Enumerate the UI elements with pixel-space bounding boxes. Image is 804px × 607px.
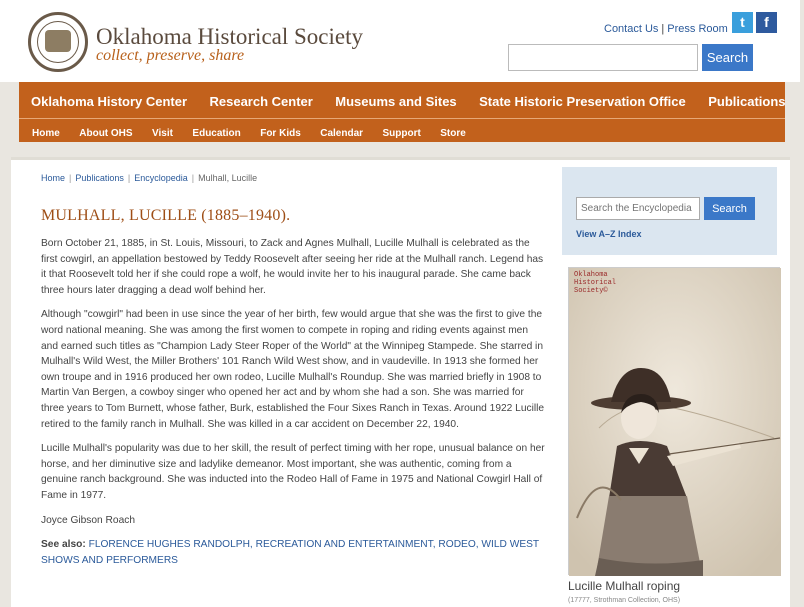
breadcrumb xyxy=(41,173,257,183)
encyclopedia-search-button[interactable]: Search xyxy=(704,197,755,220)
see-also-links[interactable]: FLORENCE HUGHES RANDOLPH, RECREATION AND ENTERTAINMENT, RODEO, WILD WEST SHOWS AND PERFORMERS xyxy=(41,539,539,566)
nav-home[interactable]: Home xyxy=(32,128,60,139)
site-search-input[interactable] xyxy=(508,44,698,71)
photo-credit: (17777, Strothman Collection, OHS) xyxy=(568,597,681,604)
seal-emblem xyxy=(45,30,71,52)
site-title[interactable]: Oklahoma Historical Society xyxy=(96,24,363,49)
site-search-button[interactable]: Search xyxy=(702,44,753,71)
encyclopedia-search-box xyxy=(562,167,777,255)
see-also xyxy=(41,537,546,568)
press-room-link[interactable]: Press Room xyxy=(667,23,728,35)
photo-illustration xyxy=(569,268,781,576)
breadcrumb-current: Mulhall, Lucille xyxy=(198,173,258,183)
facebook-icon[interactable]: f xyxy=(756,12,777,33)
ohs-seal-logo[interactable] xyxy=(28,12,88,72)
watermark-line: Historical xyxy=(574,279,617,287)
nav-for-kids[interactable]: For Kids xyxy=(260,128,301,139)
primary-nav xyxy=(31,93,804,111)
secondary-nav xyxy=(19,118,785,142)
breadcrumb-separator: | xyxy=(191,173,195,183)
site-header xyxy=(0,0,800,82)
breadcrumb-encyclopedia[interactable]: Encyclopedia xyxy=(134,173,188,183)
breadcrumb-separator: | xyxy=(69,173,72,183)
watermark-line: Society© xyxy=(574,287,608,295)
twitter-icon[interactable]: t xyxy=(732,12,753,33)
nav-education[interactable]: Education xyxy=(192,128,241,139)
article-author: Joyce Gibson Roach xyxy=(41,514,136,526)
utility-separator: | xyxy=(661,23,665,35)
nav-calendar[interactable]: Calendar xyxy=(320,128,364,139)
breadcrumb-separator: | xyxy=(127,173,131,183)
see-also-label: See also: xyxy=(41,539,86,551)
article-body xyxy=(41,236,546,577)
main-navigation xyxy=(19,82,785,142)
nav-museums-and-sites[interactable]: Museums and Sites xyxy=(335,94,457,109)
contact-us-link[interactable]: Contact Us xyxy=(604,23,659,35)
nav-about-ohs[interactable]: About OHS xyxy=(79,128,133,139)
nav-support[interactable]: Support xyxy=(382,128,421,139)
encyclopedia-search-input[interactable] xyxy=(576,197,700,220)
article-paragraph-3: Lucille Mulhall's popularity was due to her skill, the result of perfect timing with her rope, unusual balance on her horse, and her diminutive size and ladylike demeanor. Most important, she was authentic, coming from a genuine ranch background. She was inducted into the Rodeo Hall of Fame in 1975 and National Cowgirl Hall of Fame in 1977. xyxy=(41,443,545,501)
content-panel xyxy=(11,157,790,607)
site-tagline: collect, preserve, share xyxy=(96,47,245,64)
photo-caption: Lucille Mulhall roping xyxy=(568,579,681,593)
nav-oklahoma-history-center[interactable]: Oklahoma History Center xyxy=(31,94,188,109)
article-paragraph-1: Born October 21, 1885, in St. Louis, Missouri, to Zack and Agnes Mulhall, Lucille Mulhall is celebrated as the first cowgirl, an appellation bestowed by Teddy Roosevelt after seeing her ride at the Mulhall ranch. Legend has it that Roosevelt told her if she could rope a wolf, he would invite her to his inaugural parade. She came back three hours later dragging a dead wolf behind her. xyxy=(41,238,544,296)
article-paragraph-2: Although "cowgirl" had been in use since the year of her birth, few would argue that she was the first to give the word national meaning. She was among the first women to compete in roping and riding events against men and earned such titles as "Champion Lady Steer Roper of the World" at the Winnipeg Stampede. She starred in Mulhall's Wild West, the Miller Brothers' 101 Ranch Wild West show, and in vaudeville. In 1913 she formed her own troupe and in 1916 produced her own rodeo, Lucille Mulhall's Roundup. She was married briefly in 1908 to Martin Van Bergen, a cowboy singer who opened her act and by whom she had a son. She was married for three years to Tom Burnett, whose father, Burk, established the Four Sixes Ranch in Texas. Around 1922 Lucille retired to the family ranch in Mulhall. She was killed in a car accident on December 22, 1940. xyxy=(41,309,545,430)
nav-state-historic-preservation-office[interactable]: State Historic Preservation Office xyxy=(479,94,686,109)
watermark-line: Oklahoma xyxy=(574,271,608,279)
lucille-mulhall-photo[interactable] xyxy=(568,267,780,575)
utility-links xyxy=(604,23,728,35)
nav-visit[interactable]: Visit xyxy=(152,128,173,139)
article-title: MULHALL, LUCILLE (1885–1940). xyxy=(41,207,291,224)
photo-watermark xyxy=(574,271,616,295)
nav-research-center[interactable]: Research Center xyxy=(209,94,313,109)
breadcrumb-publications[interactable]: Publications xyxy=(75,173,124,183)
nav-publications[interactable]: Publications xyxy=(708,94,786,109)
breadcrumb-home[interactable]: Home xyxy=(41,173,66,183)
nav-store[interactable]: Store xyxy=(440,128,466,139)
az-index-link[interactable]: View A–Z Index xyxy=(576,229,642,239)
